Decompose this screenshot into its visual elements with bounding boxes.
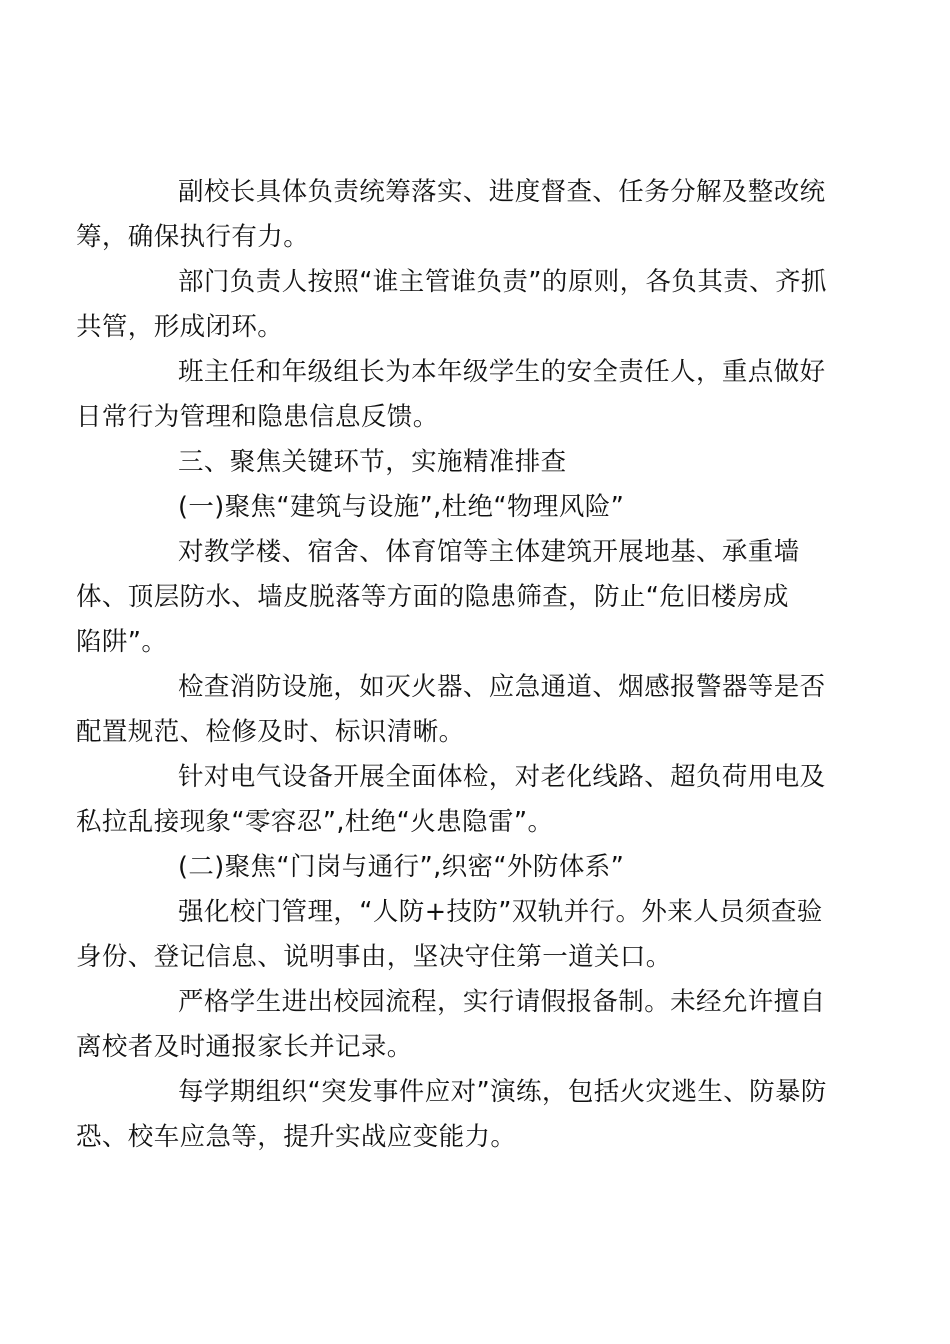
text-line: 私拉乱接现象“零容忍”,杜绝“火患隐雷”。 (76, 807, 554, 837)
text-line: 陷阱”。 (76, 627, 168, 657)
paragraph-student-exit (76, 980, 827, 1070)
body-text (76, 170, 827, 1160)
text-line: 强化校门管理，“人防+技防”双轨并行。外来人员须查验 (178, 897, 823, 927)
paragraph-electrical-check (76, 755, 827, 845)
text-line: 针对电气设备开展全面体检，对老化线路、超负荷用电及 (178, 762, 826, 792)
text-line: 严格学生进出校园流程，实行请假报备制。未经允许擅自 (178, 987, 826, 1017)
text-line: 对教学楼、宿舍、体育馆等主体建筑开展地基、承重墙 (178, 537, 800, 567)
text-line: 检查消防设施，如灭火器、应急通道、烟感报警器等是否 (178, 672, 826, 702)
text-line: 部门负责人按照“谁主管谁负责”的原则，各负其责、齐抓 (178, 267, 827, 297)
paragraph-building-inspection (76, 530, 827, 665)
heading-text: (二)聚焦“门岗与通行”,织密“外防体系” (178, 852, 625, 882)
paragraph-vice-principal (76, 170, 827, 260)
text-line: 日常行为管理和隐患信息反馈。 (76, 402, 439, 432)
paragraph-gate-management (76, 890, 827, 980)
paragraph-fire-facilities (76, 665, 827, 755)
heading-text: 三、聚焦关键环节，实施精准排查 (178, 447, 567, 477)
text-line: 班主任和年级组长为本年级学生的安全责任人，重点做好 (178, 357, 826, 387)
paragraph-department-heads (76, 260, 827, 350)
text-line: 身份、登记信息、说明事由，坚决守住第一道关口。 (76, 942, 672, 972)
paragraph-class-teachers (76, 350, 827, 440)
text-line: 副校长具体负责统筹落实、进度督查、任务分解及整改统 (178, 177, 826, 207)
paragraph-emergency-drill (76, 1070, 827, 1160)
text-line: 配置规范、检修及时、标识清晰。 (76, 717, 465, 747)
text-line: 每学期组织“突发事件应对”演练，包括火灾逃生、防暴防 (178, 1077, 827, 1107)
section-heading-3 (127, 440, 827, 485)
subsection-heading-1 (127, 485, 827, 530)
text-line: 恐、校车应急等，提升实战应变能力。 (76, 1122, 517, 1152)
text-line: 体、顶层防水、墙皮脱落等方面的隐患筛查，防止“危旧楼房成 (76, 582, 789, 612)
text-line: 离校者及时通报家长并记录。 (76, 1032, 413, 1062)
text-line: 共管，形成闭环。 (76, 312, 284, 342)
text-line: 筹，确保执行有力。 (76, 222, 310, 252)
heading-text: (一)聚焦“建筑与设施”,杜绝“物理风险” (178, 492, 625, 522)
subsection-heading-2 (127, 845, 827, 890)
